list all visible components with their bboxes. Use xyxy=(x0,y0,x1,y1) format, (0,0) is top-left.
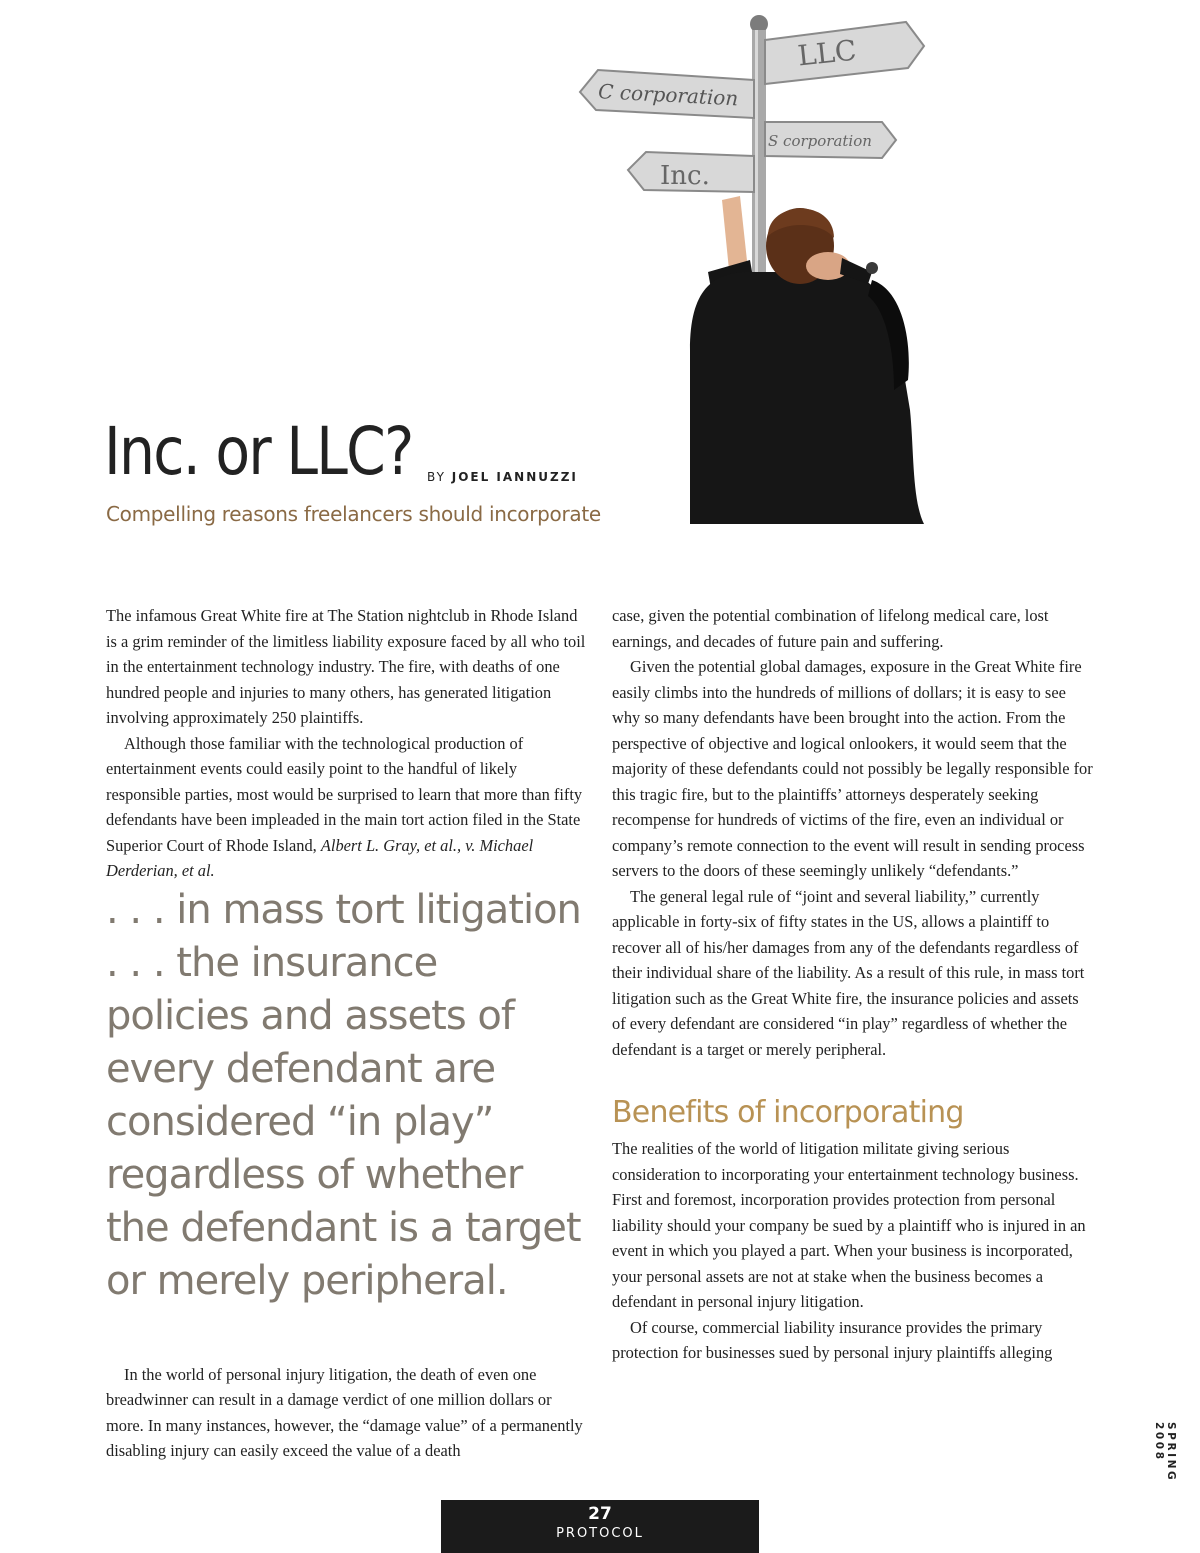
author-name: JOEL IANNUZZI xyxy=(451,470,578,484)
page-number: 27 xyxy=(588,1504,612,1524)
section-heading: Benefits of incorporating xyxy=(612,1095,964,1130)
paragraph: Of course, commercial liability insurance provides the primary protection for businesses sued by personal injury plaintiffs alleging xyxy=(612,1317,1053,1362)
sign-c-corporation-text: C corporation xyxy=(597,79,739,111)
sign-c-corporation xyxy=(580,70,754,118)
byline xyxy=(427,470,578,484)
paragraph: The general legal rule of “joint and several liability,” currently applicable in forty-six of fifty states in the US, allows a plaintiff to recover all of his/her damages from any of the defendants regardless of their individual share of the liability. As a result of this rule, in mass tort litigation such as the Great White fire, the insurance policies and assets of every defendant are considered “in play” regardless of whether the defendant is a target or merely peripheral. xyxy=(612,886,1085,1059)
publication-name: PROTOCOL xyxy=(556,1526,644,1541)
paragraph: In the world of personal injury litigation, the death of even one breadwinner can result in a damage verdict of one million dollars or more. In many instances, however, the “damage value” of a permanently disabling injury can easily exceed the value of a death xyxy=(106,1364,583,1460)
sign-s-corporation xyxy=(765,122,896,158)
right-column xyxy=(612,603,1096,1366)
sign-inc-text: Inc. xyxy=(660,161,710,191)
sign-s-corporation-text: S corporation xyxy=(768,132,872,150)
paragraph: The realities of the world of litigation militate giving serious consideration to incorporating your entertainment technology business. First and foremost, incorporation provides protection from personal liability should your company be sued by a plaintiff who is injured in an event in which you played a part. When your business is incorporated, your personal assets are not at stake when the business becomes a defendant in personal injury litigation. xyxy=(612,1139,1086,1311)
sign-llc xyxy=(765,22,924,84)
paragraph: The infamous Great White fire at The Station nightclub in Rhode Island is a grim reminder of the limitless liability exposure faced by all who toil in the entertainment technology industry. The fire, with deaths of one hundred people and injuries to many others, has generated litigation involving approximately 250 plaintiffs. xyxy=(106,606,586,727)
byline-prefix: BY xyxy=(427,470,446,484)
pull-quote: . . . in mass tort litigation . . . the insurance policies and assets of every defendant are considered “in play” regardless of whether the defendant is a target or merely peripheral. xyxy=(106,886,581,1304)
page-footer xyxy=(441,1500,759,1553)
sign-llc-text: LLC xyxy=(796,33,858,73)
paragraph: Although those familiar with the technological production of entertainment events could easily point to the handful of likely responsible parties, most would be surprised to learn that more than fifty defendants have been impleaded in the main tort action filed in the State Superior Court of Rhode Island, Albert L. Gray, et al., v. Michael Derderian, et al. xyxy=(106,733,583,880)
case-citation: Albert L. Gray, et al., v. Michael Derderian, et al. xyxy=(106,835,534,880)
sign-inc xyxy=(628,152,754,192)
left-column xyxy=(106,603,588,1464)
paragraph: case, given the potential combination of lifelong medical care, lost earnings, and decades of future pain and suffering. xyxy=(612,606,1049,651)
issue-label: SPRING 2008 xyxy=(1153,1422,1177,1483)
article-title: Inc. or LLC? xyxy=(104,413,413,490)
paragraph: Given the potential global damages, exposure in the Great White fire easily climbs into the hundreds of millions of dollars; it is easy to see why so many defendants have been brought into the action. From the perspective of objective and logical onlookers, it would seem that the majority of these defendants could not possibly be legally responsible for this tragic fire, but to the plaintiffs’ attorneys desperately seeking recompense for hundreds of victims of the fire, even an individual or company’s remote connection to the event will result in sending process servers to the doors of these seemingly unlikely “defendants.” xyxy=(612,657,1093,880)
signpost-illustration xyxy=(572,10,932,524)
article-subtitle: Compelling reasons freelancers should incorporate xyxy=(106,502,601,526)
